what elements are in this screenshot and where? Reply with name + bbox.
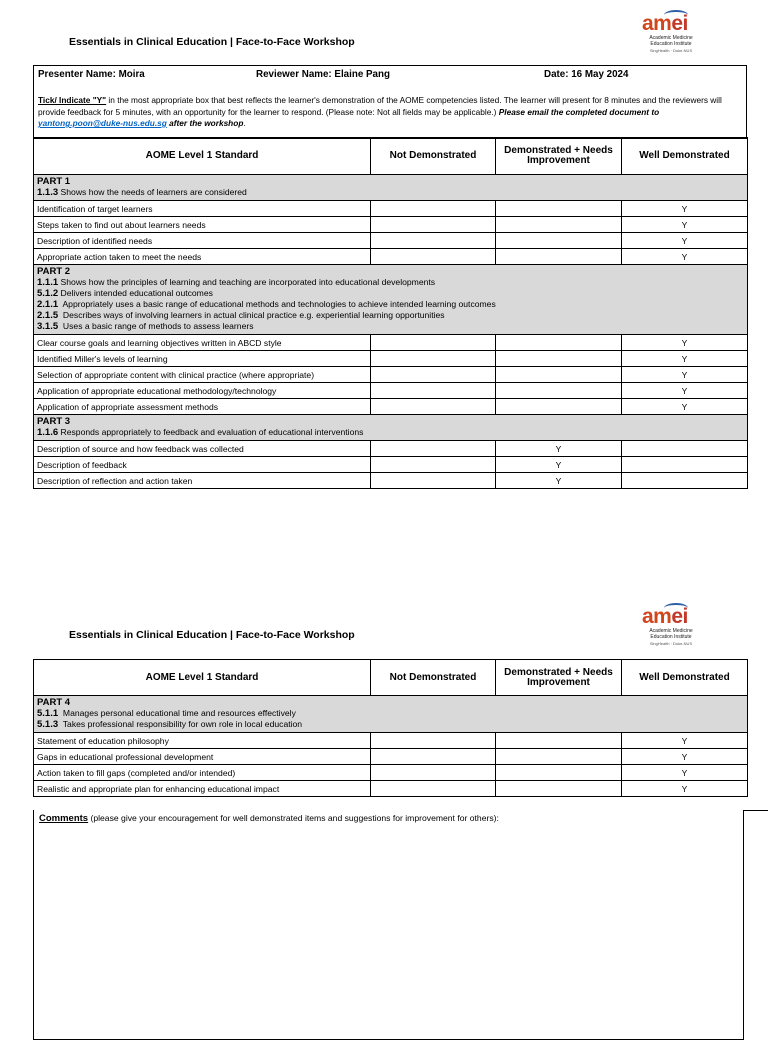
divider	[744, 810, 768, 811]
table-row	[34, 749, 748, 765]
needs-improvement-cell[interactable]	[496, 733, 622, 749]
reviewer-name: Reviewer Name: Elaine Pang	[256, 69, 390, 80]
standard-line	[37, 299, 744, 310]
col-not-demonstrated: Not Demonstrated	[371, 138, 496, 175]
standard-line	[37, 321, 744, 332]
not-demonstrated-cell[interactable]	[371, 765, 496, 781]
logo-mark: amei	[642, 12, 688, 35]
not-demonstrated-cell[interactable]	[371, 457, 496, 473]
table-row	[34, 249, 748, 265]
criterion-cell: Application of appropriate assessment methods	[34, 399, 371, 415]
standard-code: 2.1.1	[37, 299, 59, 310]
part-title: PART 4	[37, 697, 71, 708]
well-demonstrated-cell[interactable]	[622, 473, 748, 489]
criterion-cell: Clear course goals and learning objectives written in ABCD style	[34, 335, 371, 351]
not-demonstrated-cell[interactable]	[371, 733, 496, 749]
well-demonstrated-cell[interactable]: Y	[622, 217, 748, 233]
standard-line	[37, 187, 744, 198]
table-row	[34, 383, 748, 399]
col-well-demonstrated: Well Demonstrated	[622, 138, 748, 175]
col-standard: AOME Level 1 Standard	[34, 138, 371, 175]
standard-line	[37, 427, 744, 438]
needs-improvement-cell[interactable]	[496, 749, 622, 765]
standard-text: Delivers intended educational outcomes	[58, 288, 213, 298]
well-demonstrated-cell[interactable]: Y	[622, 367, 748, 383]
criterion-cell: Description of identified needs	[34, 233, 371, 249]
not-demonstrated-cell[interactable]	[371, 473, 496, 489]
well-demonstrated-cell[interactable]: Y	[622, 383, 748, 399]
logo-line1: Academic Medicine	[649, 35, 693, 41]
col-needs-improvement: Demonstrated + Needs Improvement	[496, 660, 622, 696]
part1-cell	[34, 175, 748, 201]
needs-improvement-cell[interactable]: Y	[496, 441, 622, 457]
part-header	[34, 415, 748, 441]
needs-improvement-cell[interactable]	[496, 351, 622, 367]
amei-logo	[636, 605, 706, 653]
logo-line2: Education Institute	[650, 634, 692, 640]
criterion-cell: Gaps in educational professional development	[34, 749, 371, 765]
well-demonstrated-cell[interactable]: Y	[622, 249, 748, 265]
needs-improvement-cell[interactable]	[496, 201, 622, 217]
table-row	[34, 217, 748, 233]
table-row	[34, 351, 748, 367]
well-demonstrated-cell[interactable]: Y	[622, 749, 748, 765]
part-header	[34, 175, 748, 201]
standard-text: Manages personal educational time and resources effectively	[58, 708, 296, 718]
col-not-demonstrated: Not Demonstrated	[371, 660, 496, 696]
not-demonstrated-cell[interactable]	[371, 399, 496, 415]
standard-line	[37, 288, 744, 299]
email-link[interactable]: yantong.poon@duke-nus.edu.sg	[38, 118, 167, 128]
logo-mark: amei	[642, 605, 688, 628]
not-demonstrated-cell[interactable]	[371, 217, 496, 233]
table-row	[34, 473, 748, 489]
standard-code: 5.1.3	[37, 719, 59, 730]
needs-improvement-cell[interactable]	[496, 335, 622, 351]
well-demonstrated-cell[interactable]: Y	[622, 765, 748, 781]
criterion-cell: Steps taken to find out about learners needs	[34, 217, 371, 233]
criterion-cell: Description of source and how feedback was collected	[34, 441, 371, 457]
info-box	[33, 65, 747, 139]
standard-line	[37, 708, 744, 719]
table-row	[34, 765, 748, 781]
standard-line	[37, 719, 744, 730]
table-row	[34, 201, 748, 217]
table-row	[34, 233, 748, 249]
standard-code: 1.1.1	[37, 277, 59, 288]
criterion-cell: Identification of target learners	[34, 201, 371, 217]
amei-logo	[636, 12, 706, 60]
criterion-cell: Action taken to fill gaps (completed and/or intended)	[34, 765, 371, 781]
criterion-cell: Application of appropriate educational methodology/technology	[34, 383, 371, 399]
well-demonstrated-cell[interactable]: Y	[622, 201, 748, 217]
standard-text: Appropriately uses a basic range of educational methods and technologies to achieve intended learning outcomes	[58, 299, 496, 309]
standard-code: 2.1.5	[37, 310, 59, 321]
well-demonstrated-cell[interactable]	[622, 457, 748, 473]
not-demonstrated-cell[interactable]	[371, 201, 496, 217]
criterion-cell: Identified Miller's levels of learning	[34, 351, 371, 367]
page-title: Essentials in Clinical Education | Face-to-Face Workshop	[69, 36, 355, 48]
needs-improvement-cell[interactable]	[496, 217, 622, 233]
needs-improvement-cell[interactable]	[496, 367, 622, 383]
table-row	[34, 335, 748, 351]
well-demonstrated-cell[interactable]: Y	[622, 781, 748, 797]
not-demonstrated-cell[interactable]	[371, 233, 496, 249]
presenter-name: Presenter Name: Moira	[38, 69, 145, 80]
review-date: Date: 16 May 2024	[544, 69, 629, 80]
not-demonstrated-cell[interactable]	[371, 367, 496, 383]
table-row	[34, 781, 748, 797]
part-title: PART 1	[37, 176, 71, 187]
well-demonstrated-cell[interactable]: Y	[622, 351, 748, 367]
standard-code: 5.1.1	[37, 708, 59, 719]
not-demonstrated-cell[interactable]	[371, 249, 496, 265]
logo-line1: Academic Medicine	[649, 628, 693, 634]
col-well-demonstrated: Well Demonstrated	[622, 660, 748, 696]
needs-improvement-cell[interactable]: Y	[496, 457, 622, 473]
col-standard: AOME Level 1 Standard	[34, 660, 371, 696]
standard-line	[37, 310, 744, 321]
table-row	[34, 733, 748, 749]
table-row	[34, 367, 748, 383]
needs-improvement-cell[interactable]	[496, 383, 622, 399]
part-header	[34, 696, 748, 733]
comments-label: Comments	[39, 813, 89, 824]
well-demonstrated-cell[interactable]: Y	[622, 733, 748, 749]
criterion-cell: Appropriate action taken to meet the needs	[34, 249, 371, 265]
part4-cell	[34, 696, 748, 733]
not-demonstrated-cell[interactable]	[371, 781, 496, 797]
comments-hint: (please give your encouragement for well demonstrated items and suggestions for improvement for others):	[88, 813, 499, 823]
standard-code: 5.1.2	[37, 288, 59, 299]
col-needs-improvement: Demonstrated + Needs Improvement	[496, 138, 622, 175]
table-row	[34, 399, 748, 415]
standard-code: 1.1.3	[37, 187, 59, 198]
needs-improvement-cell[interactable]	[496, 781, 622, 797]
criterion-cell: Statement of education philosophy	[34, 733, 371, 749]
part-title: PART 3	[37, 416, 71, 427]
not-demonstrated-cell[interactable]	[371, 335, 496, 351]
standard-text: Uses a basic range of methods to assess learners	[58, 321, 254, 331]
needs-improvement-cell[interactable]: Y	[496, 473, 622, 489]
part-title: PART 2	[37, 266, 71, 277]
criterion-cell: Selection of appropriate content with clinical practice (where appropriate)	[34, 367, 371, 383]
part2-cell	[34, 265, 748, 335]
standard-line	[37, 277, 744, 288]
standard-text: Responds appropriately to feedback and evaluation of educational interventions	[58, 427, 364, 437]
well-demonstrated-cell[interactable]	[622, 441, 748, 457]
competency-table-1	[33, 137, 748, 489]
criterion-cell: Description of reflection and action taken	[34, 473, 371, 489]
comments-box[interactable]	[33, 810, 744, 1040]
part3-cell	[34, 415, 748, 441]
needs-improvement-cell[interactable]	[496, 765, 622, 781]
well-demonstrated-cell[interactable]: Y	[622, 335, 748, 351]
needs-improvement-cell[interactable]	[496, 233, 622, 249]
criterion-cell: Realistic and appropriate plan for enhancing educational impact	[34, 781, 371, 797]
table-row	[34, 457, 748, 473]
needs-improvement-cell[interactable]	[496, 249, 622, 265]
standard-text: Shows how the principles of learning and teaching are incorporated into educational developments	[58, 277, 436, 287]
standard-text: Takes professional responsibility for own role in local education	[58, 719, 303, 729]
not-demonstrated-cell[interactable]	[371, 441, 496, 457]
logo-line3: SingHealth · Duke-NUS	[649, 641, 693, 646]
logo-line2: Education Institute	[650, 41, 692, 47]
page-title: Essentials in Clinical Education | Face-to-Face Workshop	[69, 629, 355, 641]
standard-code: 1.1.6	[37, 427, 59, 438]
well-demonstrated-cell[interactable]: Y	[622, 233, 748, 249]
criterion-cell: Description of feedback	[34, 457, 371, 473]
well-demonstrated-cell[interactable]: Y	[622, 399, 748, 415]
table-row	[34, 441, 748, 457]
competency-table-2	[33, 659, 748, 797]
standard-code: 3.1.5	[37, 321, 59, 332]
logo-line3: SingHealth · Duke-NUS	[649, 48, 693, 53]
needs-improvement-cell[interactable]	[496, 399, 622, 415]
standard-text: Shows how the needs of learners are considered	[58, 187, 247, 197]
not-demonstrated-cell[interactable]	[371, 351, 496, 367]
not-demonstrated-cell[interactable]	[371, 749, 496, 765]
not-demonstrated-cell[interactable]	[371, 383, 496, 399]
standard-text: Describes ways of involving learners in actual clinical practice e.g. experiential learning opportunities	[58, 310, 445, 320]
part-header	[34, 265, 748, 335]
instructions: Tick/ Indicate "Y" in the most appropriate box that best reflects the learner's demonstration of the AOME competencies listed. The learner will present for 8 minutes and the reviewers will provide feedback for 5 minutes, with an opportunity for the learner to respond. (Please note: Not all fields may be applicable.) Please email the completed document to yantong.poon@duke-nus.edu.sg after the workshop.	[38, 95, 722, 128]
